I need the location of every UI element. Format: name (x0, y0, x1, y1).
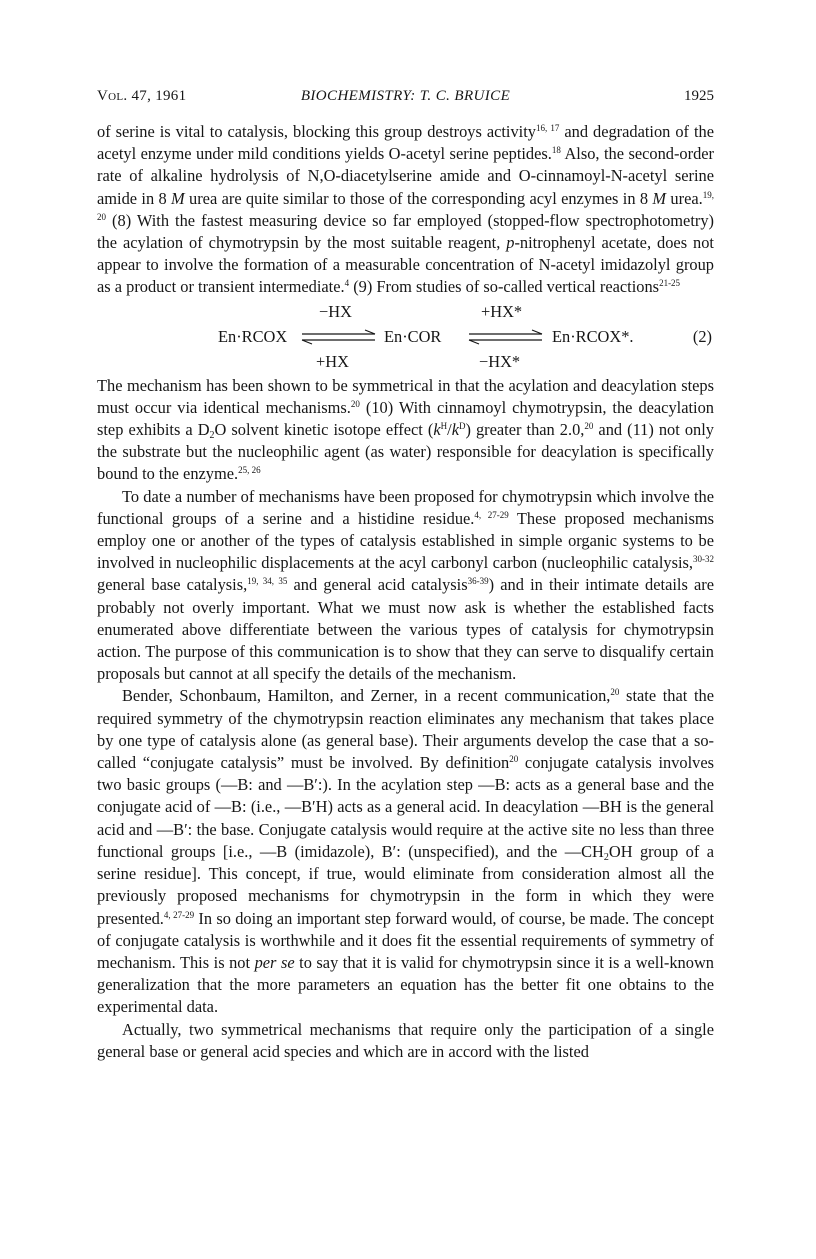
equation-arrow2-bottom: −HX* (479, 351, 521, 371)
citation: 18 (551, 145, 561, 156)
citation: 20 (584, 421, 594, 432)
citation: 20 (610, 687, 620, 698)
citation: 21-25 (659, 278, 681, 289)
citation: 4, 27-29 (474, 509, 509, 520)
citation: 20 (509, 754, 519, 765)
equilibrium-arrow-icon (301, 329, 377, 345)
equation-arrow1-bottom: +HX (316, 351, 349, 371)
paragraph: Actually, two symmetrical mechanisms that require only the participation of a single general base or general acid species and which are in accord with the listed (97, 1019, 714, 1061)
citation: 25, 26 (238, 465, 261, 476)
citation: 19, 34, 35 (247, 576, 288, 587)
paragraph: The mechanism has been shown to be symmetrical in that the acylation and deacylation steps must occur via identical mechanisms.$^{20}$ (10) With cinnamoyl chymotrypsin, the deacylation step exhibits a $D_2O$ solvent kinetic isotope effect $(k^H/k^D)$ greater than 2.0,20 and (11) not only the substrate but the nucleophilic agent (as water) responsible for deacylation is specifically bound to the enzyme.$^{25, 26}$ (97, 375, 714, 484)
equilibrium-arrow-icon (468, 329, 544, 345)
running-header (97, 88, 714, 108)
running-title: BIOCHEMISTRY: T. C. BRUICE (300, 88, 511, 104)
equation-arrow1-top: −HX (319, 301, 352, 321)
equation-intermediate: En·COR (384, 326, 442, 346)
citation: 4, 27-29 (163, 909, 195, 920)
citation: 30-32 (693, 554, 714, 565)
paragraph: Bender, Schonbaum, Hamilton, and Zerner, in a recent communication,$^{20}$ state that the required symmetry of the chymotrypsin reaction eliminates any mechanism that takes place by one type of catalysis alone (as general base). Their arguments develop the case that a so-called “conjugate catalysis” must be involved. By definition$^{20}$ conjugate catalysis involves two basic groups (—B: and —B′:). In the acylation step —B: acts as a general base and the conjugate acid of —B: (i.e., —B′H) acts as a general acid. In deacylation —BH is the general acid and —B′: the base. Conjugate catalysis would require at the active site no less than three functional groups [i.e., —B (imidazole), B′: (unspecified), and the $—CH_2OH$ group of a serine residue]. This concept, if true, would eliminate from consideration almost all the previously proposed mechanisms for chymotrypsin in the form in which they were presented.$^{4, 27-29}$ In so doing an important step forward would, of course, be made. The concept of conjugate catalysis is worthwhile and it does fit the essential requirements of symmetry of mechanism. This is not per se to say that it is valid for chymotrypsin since it is a well-known generalization that the more parameters an equation has the better fit one obtains to the experimental data. (97, 686, 715, 1017)
citation: 4 (344, 278, 350, 289)
citation: 36-39 (467, 576, 489, 587)
equation-arrow2-top: +HX* (481, 301, 523, 321)
equation-reactant: En·RCOX (218, 326, 288, 346)
equation-product: En·RCOX*. (552, 326, 634, 346)
page-number: 1925 (684, 88, 714, 104)
citation: 20 (350, 398, 360, 409)
equation-number: (2) (692, 326, 712, 346)
volume-year: Vol. 47, 1961 (97, 88, 187, 104)
paragraph: of serine is vital to catalysis, blocking this group destroys activity$^{16, 17}$ and degradation of the acetyl enzyme under mild conditions yields O-acetyl serine peptides.$^{18}$ Also, the second-order rate of alkaline hydrolysis of N,O-diacetylserine amide and O-cinnamoyl-N-acetyl serine amide in 8 M urea are quite similar to those of the corresponding acyl enzymes in 8 M urea.$^{19, 20}$ (8) With the fastest measuring device so far employed (stopped-flow spectrophotometry) the acylation of chymotrypsin by the most suitable reagent, p-nitrophenyl acetate, does not appear to involve the formation of a measurable concentration of N-acetyl imidazolyl group as a product or transient intermediate.$^4$ (9) From studies of so-called vertical reactions$^{21-25}$ (97, 122, 715, 297)
citation: 16, 17 (535, 123, 560, 133)
paragraph: To date a number of mechanisms have been proposed for chymotrypsin which involve the functional groups of a serine and a histidine residue.$^{4, 27-29}$ These proposed mechanisms employ one or another of the types of catalysis established in simple organic systems to be involved in nucleophilic displacements at the acyl carbonyl carbon (nucleophilic catalysis,$^{30-32}$ general base catalysis,$^{19, 34, 35}$ and general acid catalysis$^{36-39}$) and in their intimate details are probably not overly important. What we must now ask is whether the established facts enumerated above differentiate between the various types of catalysis for chymotrypsin action. The purpose of this communication is to show that they can serve to disqualify certain proposals but cannot at all specify the details of the mechanism. (97, 486, 714, 684)
citation: 19, 20 (97, 189, 714, 222)
equation-2 (97, 299, 714, 375)
article-body (97, 121, 714, 1063)
